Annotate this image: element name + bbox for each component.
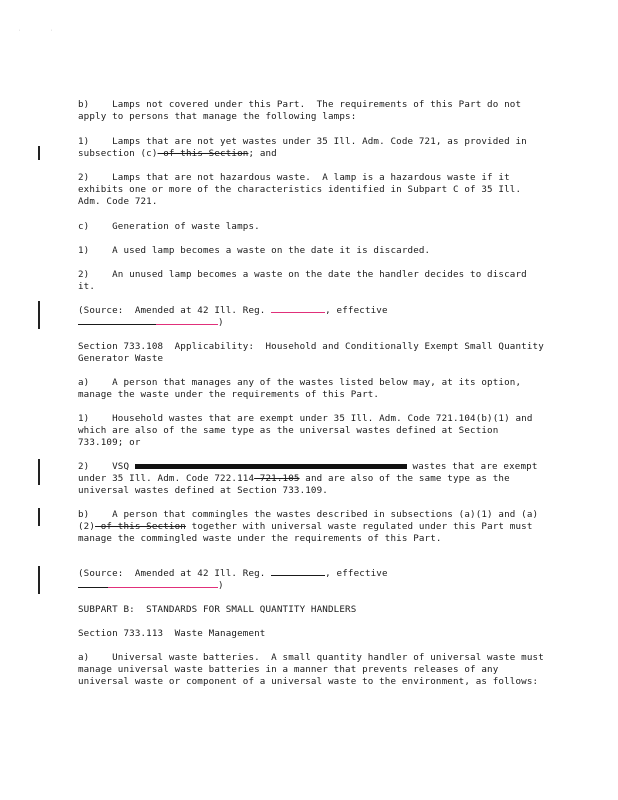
text: b) A person that commingles the wastes described in subsections (a)(1) and (a)(2) <box>78 509 539 532</box>
source-note-2 <box>78 568 548 592</box>
paragraph-c-heading: c) Generation of waste lamps. <box>78 221 260 232</box>
text: 2) VSQ <box>78 461 130 472</box>
paragraph-a-person-manages: a) A person that manages any of the wastes listed below may, at its option, manage the waste under the requirements of this Part. <box>78 377 527 400</box>
blank-reg-number <box>271 575 325 576</box>
blank-date-revision <box>108 587 218 588</box>
blank-date <box>78 587 108 588</box>
paragraph-c1: 1) A used lamp becomes a waste on the date it is discarded. <box>78 245 431 256</box>
text: , effective <box>325 568 388 579</box>
paragraph-b2: 2) Lamps that are not hazardous waste. A lamp is a hazardous waste if it exhibits one or more of the characteristics identified in Subpart C of 35 Ill. Adm. Code 721. <box>78 172 527 207</box>
change-bar <box>38 508 40 526</box>
scan-mark: · <box>50 28 54 34</box>
deleted-text: of this Section <box>157 148 249 159</box>
text: (Source: Amended at 42 Ill. Reg. <box>78 305 272 316</box>
change-bar <box>38 566 40 594</box>
scan-mark: · <box>18 28 22 34</box>
paragraph-b-lamps-not-covered: b) Lamps not covered under this Part. The requirements of this Part do not apply to persons that manage the following lamps: <box>78 99 527 122</box>
blank-reg-number <box>271 312 325 313</box>
paragraph-a1-household: 1) Household wastes that are exempt under 35 Ill. Adm. Code 721.104(b)(1) and which are also of the same type as the universal wastes defined at Section 733.109; or <box>78 413 539 448</box>
paragraph-c2: 2) An unused lamp becomes a waste on the date the handler decides to discard it. <box>78 269 533 292</box>
change-bar <box>38 146 40 160</box>
paragraph-a-universal-waste-batteries: a) Universal waste batteries. A small quantity handler of universal waste must manage universal waste batteries in a manner that prevents releases of any universal waste or component of a universal waste to the environment, as follows: <box>78 652 550 687</box>
text: ; and <box>248 148 277 159</box>
text: ) <box>218 317 224 328</box>
blank-date-revision <box>156 324 218 325</box>
deleted-text: 721.105 <box>254 473 300 484</box>
blank-date <box>78 324 156 325</box>
text: and are also of the same type as the universal wastes defined at Section 733.109. <box>78 473 516 496</box>
deleted-text: of this Section <box>95 521 186 532</box>
redacted-deletion <box>135 464 407 469</box>
source-note-1 <box>78 305 548 329</box>
change-bar <box>38 301 40 329</box>
text: together with universal waste regulated under this Part must manage the commingled waste under the requirements of this Part. <box>78 521 539 544</box>
text: wastes that are exempt under 35 Ill. Adm. Code 722.114 <box>78 461 544 484</box>
section-733-108-heading: Section 733.108 Applicability: Household and Conditionally Exempt Small Quantity Generator Waste <box>78 341 550 364</box>
text: 1) Lamps that are not yet wastes under 35 Ill. Adm. Code 721, as provided in subsection (c) <box>78 136 533 159</box>
section-733-113-heading: Section 733.113 Waste Management <box>78 628 266 639</box>
subpart-b-heading: SUBPART B: STANDARDS FOR SMALL QUANTITY HANDLERS <box>78 604 357 615</box>
paragraph-a2-vsqg <box>78 461 548 497</box>
text: (Source: Amended at 42 Ill. Reg. <box>78 568 272 579</box>
paragraph-b1 <box>78 136 548 160</box>
change-bar <box>38 459 40 485</box>
paragraph-b-commingles <box>78 509 548 545</box>
text: ) <box>218 580 224 591</box>
text: , effective <box>325 305 388 316</box>
